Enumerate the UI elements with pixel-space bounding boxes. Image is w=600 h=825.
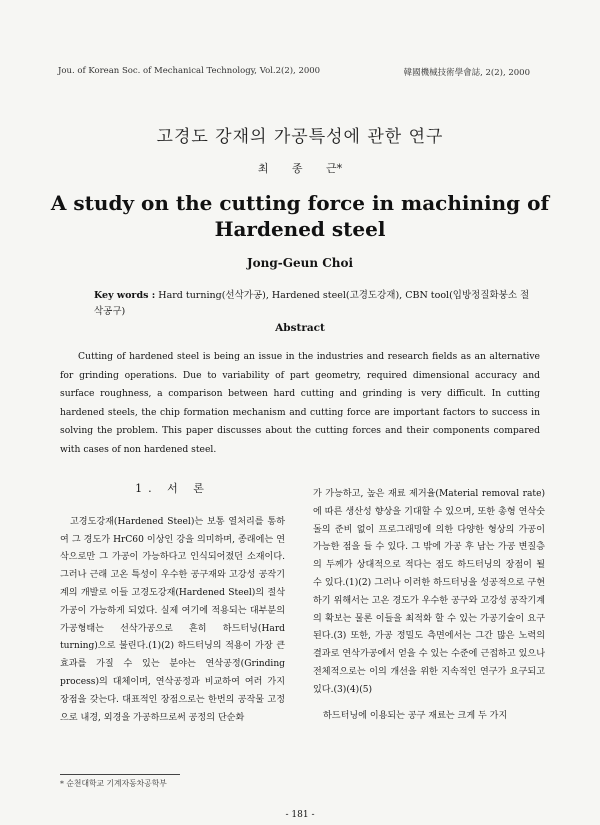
keywords-text: Hard turning(선삭가공), Hardened steel(고경도강재), CBN tool(입방정질화붕소 절삭공구) — [94, 290, 530, 317]
keywords — [94, 288, 534, 320]
korean-author: 최 종 근* — [257, 162, 343, 175]
korean-title: 고경도 강재의 가공특성에 관한 연구 — [156, 127, 444, 147]
english-title: A study on the cutting force in machining of Hardened steel — [50, 191, 550, 241]
keywords-label: Key words : — [94, 290, 156, 301]
right-column — [313, 486, 545, 725]
section-heading-introduction: 1. 서 론 — [135, 482, 210, 495]
abstract-body: Cutting of hardened steel is being an issue in the industries and research fields as an alternative for grinding operations. Due to variability of part geometry, required dimensional accuracy and surface roughness, a comparison between hard cutting and grinding is very difficult. In cutting hardened steels, the chip formation mechanism and cutting force are important factors to success in solving the problem. This paper discusses about the cutting forces and their components compared with cases of non hardened steel. — [60, 351, 540, 455]
abstract-heading: Abstract — [275, 322, 325, 334]
left-column — [60, 480, 285, 727]
english-author: Jong-Geun Choi — [246, 256, 354, 270]
footnote-rule — [60, 774, 180, 775]
journal-header-english: Jou. of Korean Soc. of Mechanical Technology, Vol.2(2), 2000 — [58, 66, 321, 76]
footnote: * 순천대학교 기계자동차공학부 — [60, 779, 167, 788]
journal-header-korean: 韓國機械技術學會誌, 2(2), 2000 — [403, 68, 530, 78]
intro-paragraph-1-continued: 가 가능하고, 높은 재료 제거율(Material removal rate)에 따른 생산성 향상을 기대할 수 있으며, 또한 총형 연삭숫돌의 준비 없이 프로그래밍에 의한 다양한 형상의 가공이 가능한 점을 들 수 있다. 그 밖에 가공 후 남는 가공 변질층의 두께가 상대적으로 적다는 점도 하드터닝의 장점이 될 수 있다.(1)(2) 그러나 이러한 하드터닝을 성공적으로 구현하기 위해서는 고온 경도가 우수한 공구와 고강성 공작기계의 확보는 물론 이들을 최적화 할 수 있는 가공기술이 요구된다.(3) 또한, 가공 정밀도 측면에서는 그간 많은 노력의 결과로 연삭가공에서 얻을 수 있는 수준에 근접하고 있으나 전체적으로는 이의 개선을 위한 지속적인 연구가 요구되고 있다.(3)(4)(5) — [313, 489, 545, 695]
intro-paragraph-1: 고경도강재(Hardened Steel)는 보통 열처리를 통하여 그 경도가 HrC60 이상인 강을 의미하며, 종래에는 연삭으로만 그 가공이 가능하다고 인식되어졌던 소재이다. 그러나 근래 고온 특성이 우수한 공구재와 고강성 공작기계의 개발로 이들 고경도강재(Hardened Steel)의 절삭가공이 가능하게 되었다. 실제 여기에 적용되는 대부분의 가공형태는 선삭가공으로 흔히 하드터닝(Hard turning)으로 불린다.(1)(2) 하드터닝의 적용이 가장 큰 효과를 가질 수 있는 분야는 연삭공정(Grinding process)의 대체이며, 연삭공정과 비교하여 여러 가지 장점을 갖는다. 대표적인 장점으로는 한번의 공작물 고정으로 내경, 외경을 가공하므로써 공정의 단순화 — [60, 516, 285, 723]
page-number: - 181 - — [285, 810, 315, 820]
intro-paragraph-2: 하드터닝에 이용되는 공구 재료는 크게 두 가지 — [323, 710, 508, 721]
